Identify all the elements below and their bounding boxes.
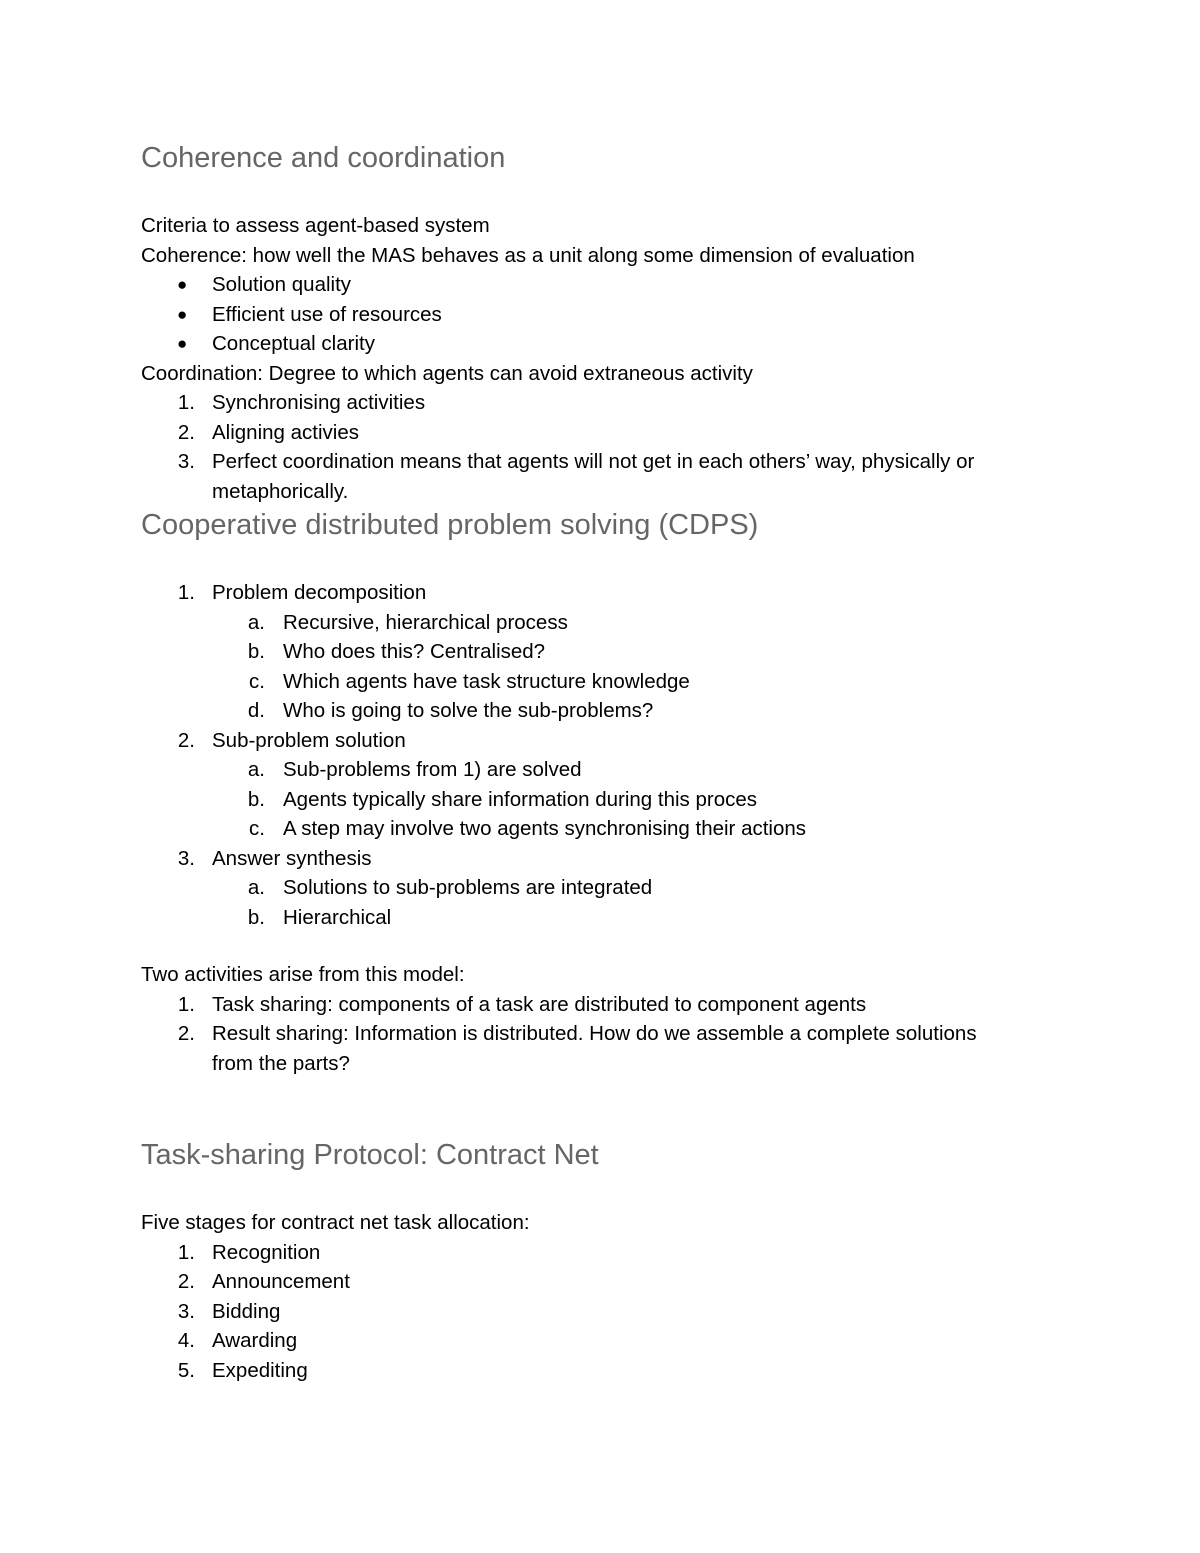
list-marker: 2. <box>177 1022 195 1045</box>
bullet-icon: ● <box>177 304 188 324</box>
cdps-substep: Who is going to solve the sub-problems? <box>283 699 654 722</box>
coherence-definition: Coherence: how well the MAS behaves as a unit along some dimension of evaluation <box>141 243 915 267</box>
coherence-item: Conceptual clarity <box>212 332 375 355</box>
sub-marker: d. <box>247 699 265 722</box>
sub-marker: a. <box>247 758 265 781</box>
list-marker: 3. <box>177 450 195 473</box>
cdps-substep: Hierarchical <box>283 905 392 929</box>
list-marker: 5. <box>177 1358 195 1382</box>
cdps-substep: Solutions to sub-problems are integrated <box>283 876 653 899</box>
activities-intro: Two activities arise from this model: <box>141 963 465 986</box>
coordination-item-continued: metaphorically. <box>212 479 349 503</box>
cdps-substep: Sub-problems from 1) are solved <box>283 758 582 781</box>
cdps-substep: Who does this? Centralised? <box>283 640 546 663</box>
sub-marker: b. <box>247 787 265 811</box>
sub-marker: c. <box>249 817 265 840</box>
list-marker: 2. <box>177 420 195 444</box>
stages-intro: Five stages for contract net task allocation: <box>141 1211 530 1234</box>
activity-item: Result sharing: Information is distributed. How do we assemble a complete solutions <box>212 1022 977 1045</box>
list-marker: 2. <box>177 728 195 752</box>
list-marker: 2. <box>177 1270 195 1293</box>
cdps-step: Sub-problem solution <box>212 728 406 752</box>
stage-item: Recognition <box>212 1240 321 1264</box>
sub-marker: a. <box>247 876 265 899</box>
list-marker: 3. <box>177 1299 195 1323</box>
sub-marker: b. <box>247 640 265 663</box>
list-marker: 1. <box>177 581 195 604</box>
cdps-step: Problem decomposition <box>212 581 427 604</box>
stage-item: Announcement <box>212 1270 350 1293</box>
list-marker: 4. <box>177 1329 195 1352</box>
list-marker: 1. <box>177 992 195 1016</box>
heading-coherence-coordination: Coherence and coordination <box>141 142 506 174</box>
cdps-substep: A step may involve two agents synchronising their actions <box>283 817 807 840</box>
cdps-substep: Recursive, hierarchical process <box>283 610 568 634</box>
activity-item-continued: from the parts? <box>212 1051 350 1075</box>
bullet-icon: ● <box>177 275 188 294</box>
list-marker: 1. <box>177 1240 195 1264</box>
coordination-definition: Coordination: Degree to which agents can avoid extraneous activity <box>141 361 753 385</box>
list-marker: 1. <box>177 391 195 414</box>
coordination-item: Perfect coordination means that agents will not get in each others’ way, physically or <box>212 450 975 473</box>
coherence-item: Solution quality <box>212 273 352 296</box>
heading-cdps: Cooperative distributed problem solving (CDPS) <box>141 509 759 541</box>
coordination-item: Aligning activies <box>212 420 359 444</box>
heading-contract-net: Task-sharing Protocol: Contract Net <box>141 1139 599 1171</box>
stage-item: Bidding <box>212 1299 281 1323</box>
cdps-substep: Which agents have task structure knowledge <box>283 669 690 693</box>
stage-item: Expediting <box>212 1358 308 1382</box>
sub-marker: a. <box>247 610 265 634</box>
stage-item: Awarding <box>212 1329 298 1352</box>
coordination-item: Synchronising activities <box>212 391 426 414</box>
cdps-substep: Agents typically share information during this proces <box>283 787 758 811</box>
activity-item: Task sharing: components of a task are distributed to component agents <box>212 992 867 1016</box>
cdps-step: Answer synthesis <box>212 846 372 870</box>
criteria-line: Criteria to assess agent-based system <box>141 214 490 237</box>
list-marker: 3. <box>177 846 195 870</box>
bullet-icon: ● <box>177 334 188 353</box>
sub-marker: b. <box>247 905 265 929</box>
sub-marker: c. <box>249 669 265 693</box>
coherence-item: Efficient use of resources <box>212 302 442 326</box>
